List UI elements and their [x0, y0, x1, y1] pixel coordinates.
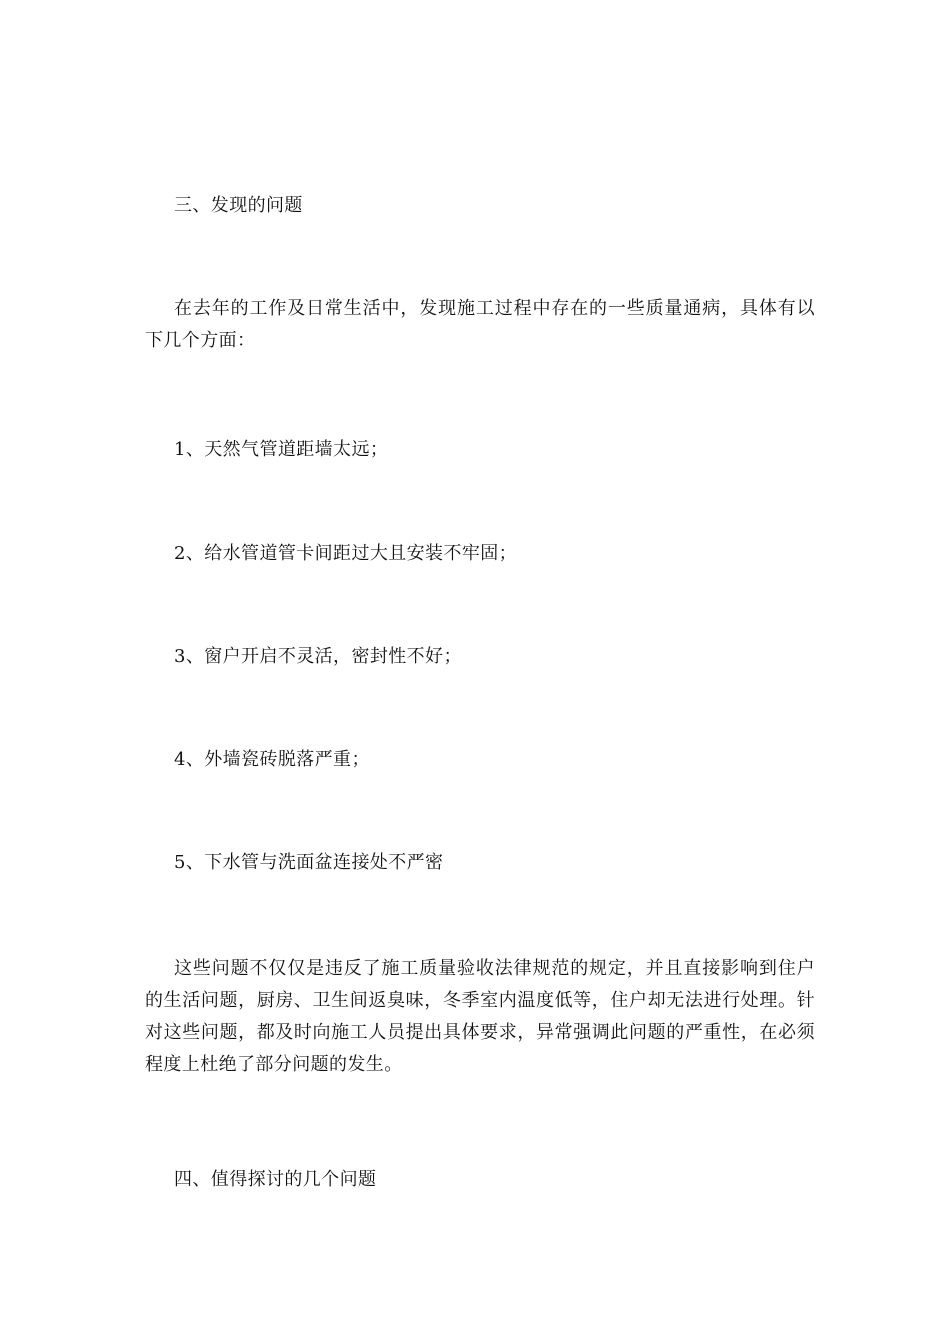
section-intro-paragraph: 在去年的工作及日常生活中，发现施工过程中存在的一些质量通病，具体有以下几个方面：	[145, 298, 815, 351]
issue-item: 3、窗户开启不灵活，密封性不好；	[174, 646, 462, 667]
section-summary-paragraph: 这些问题不仅仅是违反了施工质量验收法律规范的规定，并且直接影响到住户的生活问题，厨房、卫生间返臭味，冬季室内温度低等，住户却无法进行处理。针对这些问题，都及时向施工人员提出具体要求，异常强调此问题的严重性，在必须程度上杜绝了部分问题的发生。	[145, 958, 815, 1075]
issue-item: 4、外墙瓷砖脱落严重；	[174, 749, 370, 770]
section-heading-discussion: 四、值得探讨的几个问题	[174, 1169, 377, 1190]
issue-item: 1、天然气管道距墙太远；	[174, 439, 389, 460]
issue-item: 2、给水管道管卡间距过大且安装不牢固；	[174, 543, 518, 564]
issue-item: 5、下水管与洗面盆连接处不严密	[174, 852, 444, 873]
section-heading-problems: 三、发现的问题	[174, 195, 303, 216]
